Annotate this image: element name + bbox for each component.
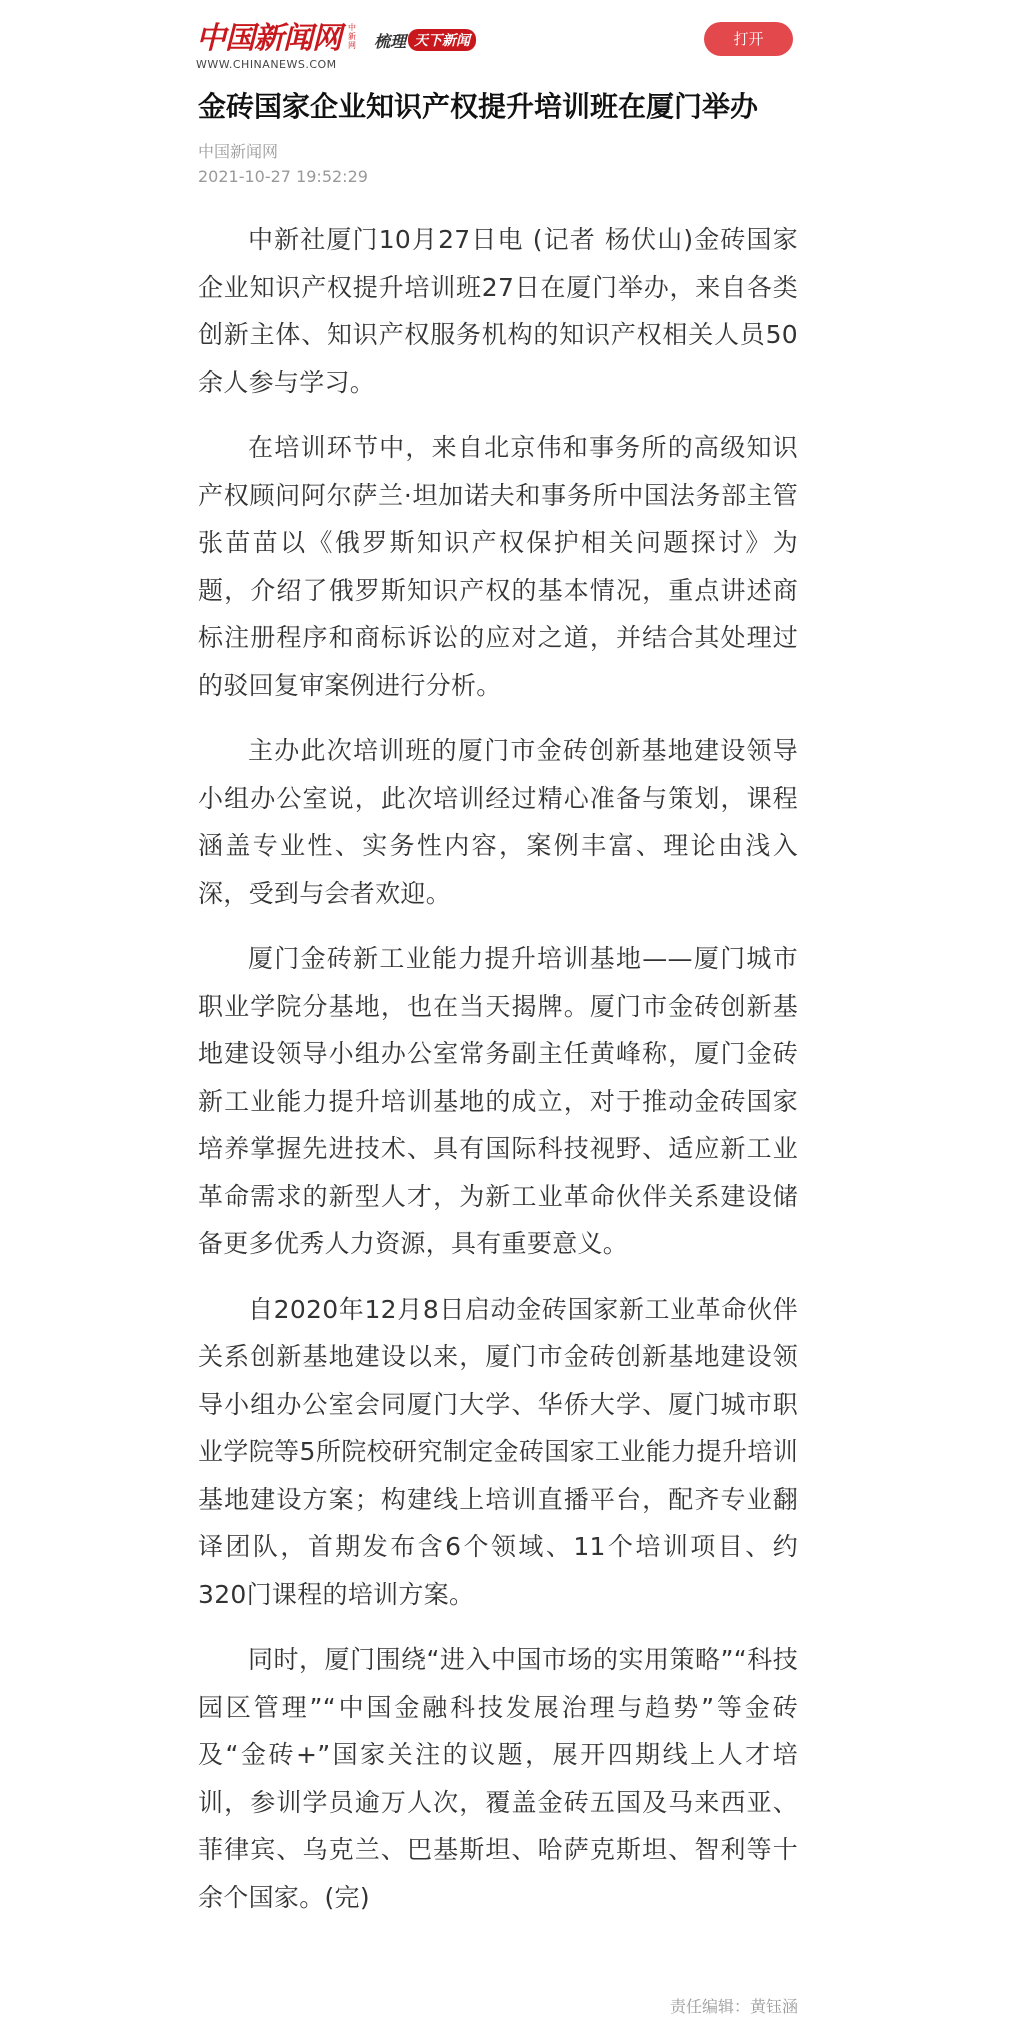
top-bar <box>0 0 1009 78</box>
article-paragraph: 自2020年12月8日启动金砖国家新工业革命伙伴关系创新基地建设以来，厦门市金砖创新基地建设领导小组办公室会同厦门大学、华侨大学、厦门城市职业学院等5所院校研究制定金砖国家工业能力提升培训基地建设方案；构建线上培训直播平台，配齐专业翻译团队，首期发布含6个领域、11个培训项目、约320门课程的培训方案。 <box>198 1294 798 1609</box>
logo-side-text: 中新网 <box>348 23 356 50</box>
slogan <box>374 28 476 52</box>
site-logo[interactable] <box>196 22 356 70</box>
logo-text: 中国新闻网 <box>196 21 341 56</box>
open-app-button[interactable]: 打开 <box>704 22 793 56</box>
responsible-editor: 责任编辑：黄钰涵 <box>669 1997 798 2016</box>
article-time: 2021-10-27 19:52:29 <box>198 167 368 186</box>
slogan-prefix: 梳理 <box>374 31 407 51</box>
article-title: 金砖国家企业知识产权提升培训班在厦门举办 <box>198 90 759 123</box>
article-paragraph: 在培训环节中，来自北京伟和事务所的高级知识产权顾问阿尔萨兰·坦加诺夫和事务所中国法务部主管张苗苗以《俄罗斯知识产权保护相关问题探讨》为题，介绍了俄罗斯知识产权的基本情况，重点讲述商标注册程序和商标诉讼的应对之道，并结合其处理过的驳回复审案例进行分析。 <box>198 433 798 700</box>
logo-url: WWW.CHINANEWS.COM <box>196 58 337 71</box>
article-paragraph: 中新社厦门10月27日电 (记者 杨伏山)金砖国家企业知识产权提升培训班27日在厦门举办，来自各类创新主体、知识产权服务机构的知识产权相关人员50余人参与学习。 <box>198 225 798 397</box>
slogan-badge: 天下新闻 <box>408 29 476 51</box>
article-source: 中国新闻网 <box>198 142 279 161</box>
article-body <box>198 216 798 1939</box>
article-paragraph: 主办此次培训班的厦门市金砖创新基地建设领导小组办公室说，此次培训经过精心准备与策划，课程涵盖专业性、实务性内容，案例丰富、理论由浅入深，受到与会者欢迎。 <box>198 736 798 908</box>
article-paragraph: 同时，厦门围绕“进入中国市场的实用策略”“科技园区管理”“中国金融科技发展治理与趋势”等金砖及“金砖+”国家关注的议题，展开四期线上人才培训，参训学员逾万人次，覆盖金砖五国及马来西亚、菲律宾、乌克兰、巴基斯坦、哈萨克斯坦、智利等十余个国家。(完) <box>198 1645 798 1912</box>
article-paragraph: 厦门金砖新工业能力提升培训基地——厦门城市职业学院分基地，也在当天揭牌。厦门市金砖创新基地建设领导小组办公室常务副主任黄峰称，厦门金砖新工业能力提升培训基地的成立，对于推动金砖国家培养掌握先进技术、具有国际科技视野、适应新工业革命需求的新型人才，为新工业革命伙伴关系建设储备更多优秀人力资源，具有重要意义。 <box>198 944 798 1258</box>
